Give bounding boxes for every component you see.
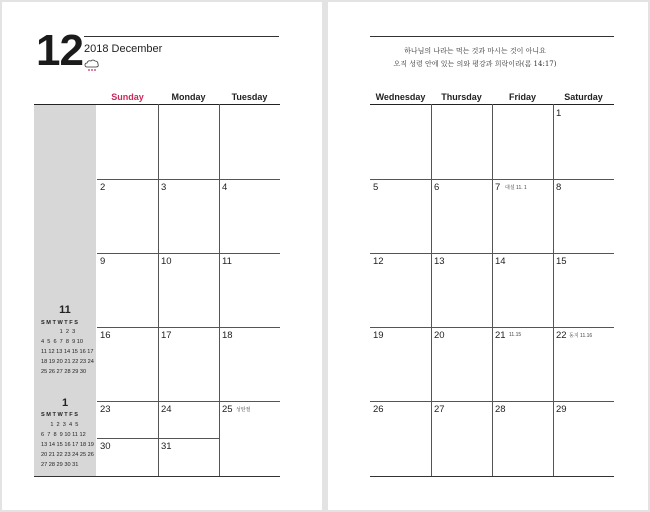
date-cell: 29 [556, 404, 567, 415]
date-cell: 21 [495, 330, 506, 341]
date-cell: 7 [495, 182, 501, 193]
solar-term-note: 동지 11.16 [569, 333, 593, 339]
header-sunday: Sunday [111, 92, 144, 102]
mini-calendar-row: 11 12 13 14 15 16 17 [41, 349, 94, 355]
date-cell: 27 [434, 404, 445, 415]
date-cell: 23 [100, 404, 111, 415]
date-cell: 10 [161, 256, 172, 267]
date-cell: 11 [222, 256, 232, 267]
grid-line [34, 104, 280, 105]
date-cell: 20 [434, 330, 445, 341]
month-title: 2018 December [84, 43, 163, 55]
mini-calendar-row: 27 28 29 30 31 [41, 462, 79, 468]
solar-term-note: 대설 11. 1 [505, 185, 527, 191]
date-cell: 31 [161, 441, 172, 452]
date-cell: 17 [161, 330, 172, 341]
date-cell: 5 [373, 182, 379, 193]
date-cell: 30 [100, 441, 111, 452]
date-cell: 14 [495, 256, 506, 267]
header-tuesday: Tuesday [231, 92, 268, 102]
date-cell: 16 [100, 330, 111, 341]
header-top-rule-right [370, 36, 614, 37]
holiday-note: 성탄절 [236, 407, 251, 413]
month-number: 12 [36, 26, 83, 75]
header-friday: Friday [508, 92, 536, 102]
date-cell: 8 [556, 182, 562, 193]
date-cell: 9 [100, 256, 106, 267]
date-cell: 18 [222, 330, 233, 341]
mini-calendar-row: 1 2 3 [41, 329, 76, 335]
verse-line-2: 오직 성령 안에 있는 의와 평강과 희락이라(롬 14:17) [393, 60, 557, 68]
header-thursday: Thursday [441, 92, 482, 102]
header-saturday: Saturday [564, 92, 603, 102]
lunar-date-note: 11.15 [509, 332, 522, 338]
date-cell: 4 [222, 182, 228, 193]
grid-line [34, 476, 280, 477]
mini-calendar-weekdays: S M T W T F S [41, 320, 78, 326]
mini-calendar-row: 13 14 15 16 17 18 19 [41, 442, 94, 448]
grid-line [219, 104, 220, 476]
grid-line [97, 253, 280, 254]
verse-line-1: 하나님의 나라는 먹는 것과 마시는 것이 아니요 [404, 47, 546, 55]
date-cell: 26 [373, 404, 384, 415]
date-cell: 13 [434, 256, 445, 267]
mini-calendar-row: 25 26 27 28 29 30 [41, 369, 87, 375]
date-cell: 12 [373, 256, 384, 267]
header-top-rule-left [84, 36, 279, 37]
grid-line [492, 104, 493, 476]
grid-line [97, 401, 280, 402]
header-wednesday: Wednesday [375, 92, 426, 102]
grid-line [431, 104, 432, 476]
date-cell: 22 [556, 330, 567, 341]
header-monday: Monday [171, 92, 206, 102]
date-cell: 28 [495, 404, 506, 415]
grid-line [370, 476, 614, 477]
mini-calendar-month: 1 [61, 397, 69, 409]
mini-calendar-row: 1 2 3 4 5 [41, 422, 79, 428]
grid-line [97, 327, 280, 328]
mini-calendar-row: 20 21 22 23 24 25 26 [41, 452, 94, 458]
date-cell: 1 [556, 108, 562, 119]
grid-line [553, 104, 554, 476]
mini-calendar-month: 11 [59, 304, 71, 316]
date-cell: 15 [556, 256, 567, 267]
grid-line [158, 104, 159, 476]
mini-calendar-row: 6 7 8 9 10 11 12 [41, 432, 86, 438]
date-cell: 19 [373, 330, 384, 341]
mini-calendar-sidebar [34, 104, 96, 476]
mini-calendar-row: 4 5 6 7 8 9 10 [41, 339, 83, 345]
date-cell: 3 [161, 182, 167, 193]
date-cell: 24 [161, 404, 172, 415]
date-cell: 2 [100, 182, 106, 193]
date-cell: 6 [434, 182, 440, 193]
mini-calendar-row: 18 19 20 21 22 23 24 [41, 359, 94, 365]
date-cell: 25 [222, 404, 233, 415]
grid-line [97, 179, 280, 180]
mini-calendar-weekdays: S M T W T F S [41, 412, 78, 418]
cloud-snow-icon [84, 59, 100, 78]
